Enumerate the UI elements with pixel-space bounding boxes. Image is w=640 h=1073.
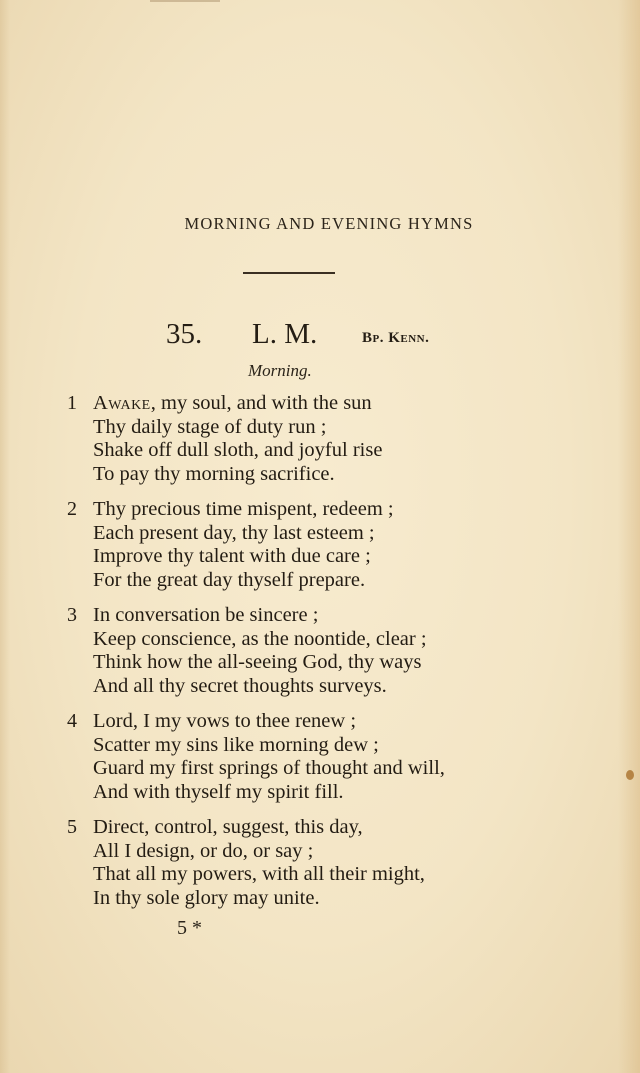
verse-2	[64, 498, 604, 592]
verse-line: All I design, or do, or say ;	[93, 839, 314, 862]
verse-line: For the great day thyself prepare.	[93, 568, 366, 591]
verse-1	[64, 392, 604, 486]
verse-5	[64, 816, 604, 910]
verse-number: 4	[67, 710, 77, 732]
top-edge-mark	[150, 0, 220, 2]
verse-line: Thy daily stage of duty run ;	[93, 415, 327, 438]
verse-line: In conversation be sincere ;	[93, 604, 319, 626]
verse-line: Lord, I my vows to thee renew ;	[93, 710, 357, 732]
verse-number: 1	[67, 392, 77, 414]
verse-line: That all my powers, with all their might,	[93, 863, 425, 885]
verse-number: 5	[67, 816, 77, 838]
running-head: MORNING AND EVENING HYMNS	[184, 214, 474, 233]
verse-line: Awake, my soul, and with the sun	[93, 392, 372, 414]
verse-3	[64, 604, 604, 698]
verse-line: Direct, control, suggest, this day,	[93, 816, 363, 838]
verse-line: Think how the all-seeing God, thy ways	[93, 651, 422, 673]
header-rule	[243, 272, 335, 274]
verse-line: And all thy secret thoughts surveys.	[93, 674, 387, 697]
verse-number: 2	[67, 498, 77, 520]
verse-line: To pay thy morning sacrifice.	[93, 462, 335, 485]
page-edge-shadow-left	[0, 0, 10, 1073]
verse-line: Keep conscience, as the noontide, clear ;	[93, 627, 427, 650]
verse-line: In thy sole glory may unite.	[93, 886, 320, 909]
verse-4	[64, 710, 604, 804]
verses	[64, 392, 604, 922]
verse-line: Shake off dull sloth, and joyful rise	[93, 439, 383, 461]
hymn-author: Bp. Kenn.	[362, 330, 430, 346]
verse-line: Thy precious time mispent, redeem ;	[93, 498, 394, 520]
signature-mark: 5 *	[177, 917, 202, 939]
opening-word: Awake	[93, 392, 151, 414]
hymn-meter: L. M.	[252, 318, 318, 350]
hymn-title: Morning.	[248, 361, 312, 380]
page-edge-shadow-right	[618, 0, 640, 1073]
verse-line: Each present day, thy last esteem ;	[93, 521, 375, 544]
verse-number: 3	[67, 604, 77, 626]
verse-line: And with thyself my spirit fill.	[93, 780, 344, 803]
verse-line: Improve thy talent with due care ;	[93, 545, 371, 567]
verse-line: Scatter my sins like morning dew ;	[93, 733, 379, 756]
hymn-number: 35.	[166, 318, 203, 350]
ink-spot	[626, 770, 634, 780]
hymn-header	[0, 318, 640, 358]
verse-line: Guard my first springs of thought and will,	[93, 757, 445, 779]
